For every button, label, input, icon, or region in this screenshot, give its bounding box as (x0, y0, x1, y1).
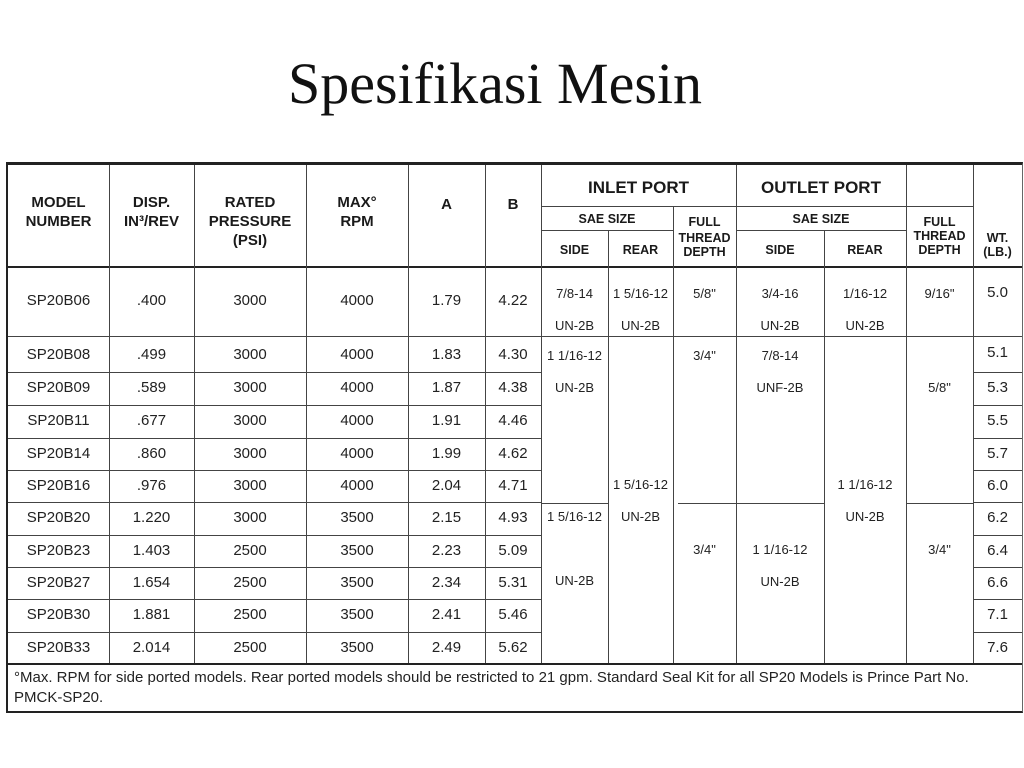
header-outlet-full-thread-depth: FULL THREAD DEPTH (913, 215, 966, 257)
cell-pressure: 3000 (233, 292, 267, 309)
cell-displacement: 2.014 (132, 639, 171, 656)
cell-b: 4.38 (498, 379, 528, 396)
cell-model: SP20B06 (26, 292, 91, 309)
cell-model: SP20B23 (26, 542, 91, 559)
cell-rpm: 4000 (340, 477, 374, 494)
cell-a: 2.15 (431, 509, 462, 526)
cell-pressure: 2500 (233, 542, 267, 559)
cell-weight: 7.6 (987, 639, 1008, 656)
cell-displacement: 1.654 (132, 574, 171, 591)
cell-outlet-depth: 3/4" (928, 542, 951, 557)
cell-displacement: .499 (136, 346, 167, 363)
cell-b: 5.31 (498, 574, 528, 591)
header-inlet-port: INLET PORT (587, 178, 690, 197)
cell-pressure: 3000 (233, 379, 267, 396)
cell-rpm: 4000 (340, 445, 374, 462)
cell-model: SP20B16 (26, 477, 91, 494)
cell-b: 5.46 (498, 606, 528, 623)
cell-rpm: 4000 (340, 292, 374, 309)
cell-rpm: 3500 (340, 639, 374, 656)
cell-a: 1.83 (431, 346, 462, 363)
cell-pressure: 3000 (233, 445, 267, 462)
cell-weight: 6.4 (987, 542, 1008, 559)
cell-model: SP20B27 (26, 574, 91, 591)
cell-b: 4.30 (498, 346, 528, 363)
header-outlet-sae-size: SAE SIZE (792, 212, 850, 226)
cell-displacement: 1.881 (132, 606, 171, 623)
slide-title: Spesifikasi Mesin (287, 51, 703, 116)
cell-outlet-rear: 1 1/16-12 UN-2B (837, 477, 893, 524)
cell-displacement: .976 (136, 477, 167, 494)
header-a: A (441, 196, 452, 213)
cell-a: 1.79 (431, 292, 462, 309)
cell-weight: 6.6 (987, 574, 1008, 591)
cell-b: 4.22 (498, 292, 528, 309)
cell-rpm: 4000 (340, 379, 374, 396)
cell-model: SP20B20 (26, 509, 91, 526)
header-outlet-side: SIDE (765, 243, 795, 257)
cell-model: SP20B09 (26, 379, 91, 396)
cell-a: 2.04 (431, 477, 462, 494)
cell-inlet-side: 1 1/16-12 UN-2B (547, 348, 602, 395)
header-max-rpm: MAX° RPM (337, 194, 377, 230)
cell-displacement: 1.403 (132, 542, 171, 559)
cell-model: SP20B11 (27, 412, 90, 429)
cell-model: SP20B08 (26, 346, 91, 363)
cell-b: 5.09 (498, 542, 528, 559)
header-outlet-port: OUTLET PORT (761, 178, 881, 197)
header-inlet-full: FULL (688, 215, 721, 229)
cell-inlet-rear: 1 5/16-12 UN-2B (613, 286, 668, 333)
cell-outlet-side: 7/8-14 UNF-2B (756, 348, 804, 395)
cell-weight: 5.3 (987, 379, 1008, 396)
header-inlet-thread-depth: THREAD DEPTH (678, 231, 731, 259)
cell-b: 4.71 (498, 477, 528, 494)
cell-rpm: 3500 (340, 574, 374, 591)
cell-model: SP20B30 (26, 606, 91, 623)
cell-a: 2.41 (431, 606, 462, 623)
cell-displacement: .400 (136, 292, 167, 309)
cell-pressure: 3000 (233, 477, 267, 494)
cell-rpm: 4000 (340, 346, 374, 363)
cell-displacement: .677 (136, 412, 167, 429)
cell-weight: 5.7 (987, 445, 1008, 462)
cell-inlet-rear: 1 5/16-12 UN-2B (613, 477, 668, 524)
cell-outlet-depth: 5/8" (928, 380, 951, 395)
cell-b: 4.46 (498, 412, 528, 429)
header-inlet-sae-size: SAE SIZE (578, 212, 636, 226)
header-weight: WT. (LB.) (983, 231, 1012, 259)
header-b: B (507, 196, 519, 213)
cell-rpm: 3500 (340, 542, 374, 559)
table-footnote: °Max. RPM for side ported models. Rear ported models should be restricted to 21 gpm. Standard Seal Kit for all SP20 Models is Prince Part No. PMCK-SP20. (14, 669, 969, 706)
cell-b: 5.62 (498, 639, 528, 656)
header-model-number: MODEL NUMBER (25, 194, 92, 230)
cell-b: 4.62 (498, 445, 528, 462)
cell-inlet-depth: 3/4" (693, 542, 716, 557)
cell-outlet-side: 3/4-16 UN-2B (760, 286, 800, 333)
cell-displacement: 1.220 (132, 509, 171, 526)
cell-pressure: 2500 (233, 574, 267, 591)
cell-weight: 7.1 (987, 606, 1008, 623)
cell-a: 1.99 (431, 445, 462, 462)
cell-a: 1.87 (431, 379, 462, 396)
cell-pressure: 2500 (233, 606, 267, 623)
cell-a: 2.23 (431, 542, 462, 559)
cell-weight: 6.0 (987, 477, 1008, 494)
cell-rpm: 3500 (340, 606, 374, 623)
cell-rpm: 4000 (340, 412, 374, 429)
cell-weight: 6.2 (987, 509, 1008, 526)
cell-inlet-side: 7/8-14 UN-2B (554, 286, 594, 333)
cell-displacement: .589 (136, 379, 167, 396)
cell-inlet-depth: 3/4" (693, 348, 716, 363)
cell-pressure: 3000 (233, 509, 267, 526)
cell-rpm: 3500 (340, 509, 374, 526)
cell-outlet-side: 1 1/16-12 UN-2B (752, 542, 808, 589)
cell-pressure: 2500 (233, 639, 267, 656)
cell-a: 1.91 (431, 412, 462, 429)
cell-pressure: 3000 (233, 346, 267, 363)
cell-outlet-rear: 1/16-12 UN-2B (842, 286, 888, 333)
cell-model: SP20B33 (26, 639, 91, 656)
cell-a: 2.49 (431, 639, 462, 656)
header-inlet-rear: REAR (622, 243, 659, 257)
cell-displacement: .860 (136, 445, 167, 462)
cell-b: 4.93 (498, 509, 528, 526)
cell-weight: 5.0 (987, 284, 1008, 301)
cell-weight: 5.1 (987, 344, 1008, 361)
header-rated-pressure: RATED PRESSURE (PSI) (208, 194, 292, 249)
cell-a: 2.34 (431, 574, 462, 591)
header-inlet-side: SIDE (559, 243, 590, 257)
cell-inlet-depth: 5/8" (693, 286, 716, 301)
header-displacement: DISP. IN³/REV (123, 194, 179, 230)
cell-inlet-side: 1 5/16-12 UN-2B (547, 509, 602, 588)
header-outlet-rear: REAR (847, 243, 883, 257)
specification-table (6, 162, 1023, 713)
cell-weight: 5.5 (987, 412, 1008, 429)
cell-pressure: 3000 (233, 412, 267, 429)
cell-model: SP20B14 (26, 445, 91, 462)
cell-outlet-depth: 9/16" (924, 286, 955, 301)
